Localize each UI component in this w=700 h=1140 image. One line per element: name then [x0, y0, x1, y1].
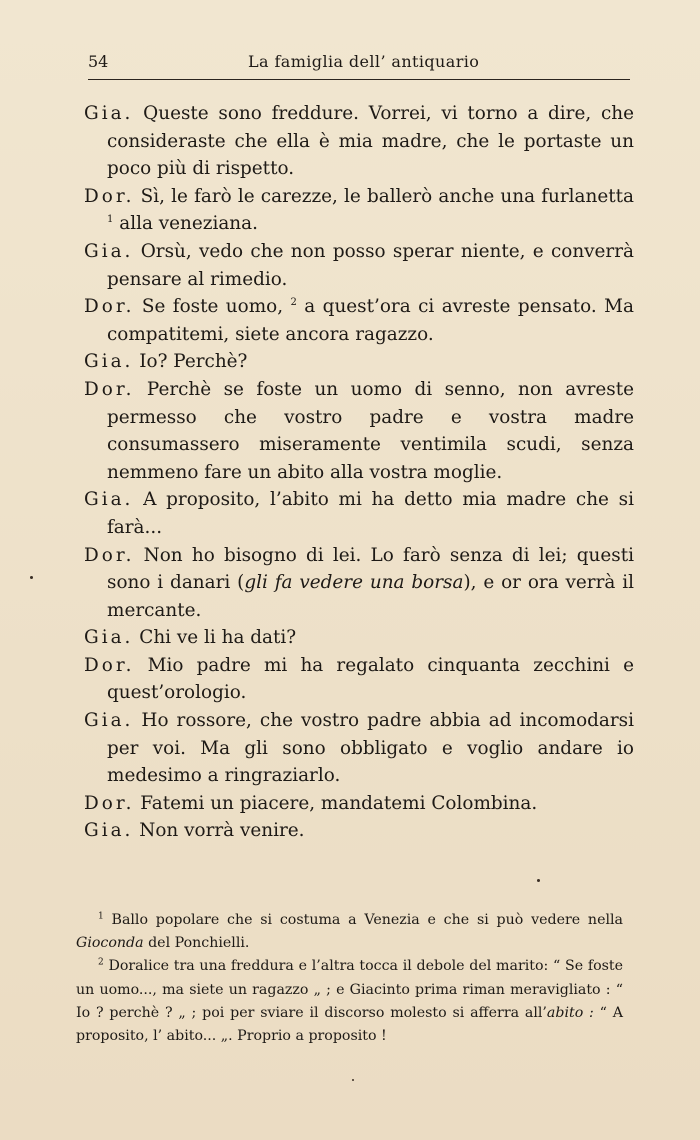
speech [84, 348, 634, 376]
speech-text: Queste sono freddure. Vorrei, vi torno a dire, che consideraste che ella è mia madre, che le portaste un poco più di rispetto. [107, 103, 634, 180]
speaker-label: Dor. [84, 185, 135, 207]
speech [84, 652, 634, 707]
footnote [76, 909, 623, 955]
footnote [76, 955, 623, 1048]
speech [84, 624, 634, 652]
speech-text: Sì, le farò le carezze, le ballerò anche una furlanetta [140, 185, 634, 207]
speech-text: Chi ve li ha dati? [139, 627, 297, 649]
speaker-label: Gia. [84, 710, 134, 732]
paper-speck [30, 576, 33, 579]
speaker-label: Dor. [84, 654, 135, 676]
speech-text: ), e or ora verrà il mercante. [107, 572, 634, 621]
speech [84, 790, 634, 818]
speaker-label: Gia. [84, 351, 134, 373]
footnote-number: 1 [98, 911, 104, 922]
speech-text: Orsù, vedo che non posso sperar niente, e converrà pensare al rimedio. [107, 240, 634, 290]
speaker-label: Dor. [84, 792, 135, 814]
speech-text: Io? Perchè? [139, 351, 248, 373]
speech [84, 100, 634, 183]
speech [84, 293, 634, 348]
speech [84, 376, 634, 486]
speech-text: Non ho bisogno di lei. Lo farò senza di lei; questi sono i danari ( [107, 544, 634, 594]
footnote-text: “ A proposito, l’ abito... „. Proprio a proposito ! [76, 1004, 623, 1045]
footnotes [76, 909, 623, 1048]
footnote-italic: abito : [546, 1004, 594, 1021]
speaker-label: Dor. [84, 544, 135, 566]
speech [84, 183, 634, 238]
speech-text: alla veneziana. [119, 213, 258, 235]
paper-speck [537, 879, 540, 882]
header-rule [88, 79, 630, 80]
footnote-text: Ballo popolare che si costuma a Venezia e che si può vedere nella [111, 912, 623, 928]
speech-text: Ho rossore, che vostro padre abbia ad incomodarsi per voi. Ma gli sono obbligato e voglio andare io medesimo a ringraziarlo. [107, 710, 634, 787]
speaker-label: Gia. [84, 240, 134, 262]
speaker-label: Dor. [84, 296, 135, 318]
speech-text: Non vorrà venire. [139, 820, 305, 842]
footnote-ref: 1 [107, 214, 114, 226]
paper-speck [352, 1079, 354, 1081]
page-header [88, 46, 630, 72]
speech-text: Se foste uomo, [141, 296, 284, 318]
speech-text: A proposito, l’abito mi ha detto mia madre che si farà... [107, 489, 634, 538]
speech-text: Fatemi un piacere, mandatemi Colombina. [140, 792, 538, 814]
speaker-label: Gia. [84, 627, 134, 649]
speech-text: a quest’ora ci avreste pensato. Ma compatitemi, siete ancora ragazzo. [107, 296, 634, 345]
footnote-number: 2 [98, 957, 104, 968]
stage-direction: gli fa vedere una borsa [244, 572, 464, 594]
speech-text: Perchè se foste un uomo di senno, non avreste permesso che vostro padre e vostra madre consumassero miseramente ventimila scudi, senza nemmeno fare un abito alla vostra moglie. [107, 378, 634, 483]
speaker-label: Gia. [84, 820, 134, 842]
footnote-italic: Gioconda [76, 935, 144, 952]
footnote-text: Doralice tra una freddura e l’altra tocca il debole del marito: “ Se foste un uomo..., ma siete un ragazzo „ ; e Giacinto prima riman meravigliato : “ Io ? perchè ? „ ; poi per sviare il discorso molesto si afferra all’ [76, 958, 623, 1021]
speaker-label: Gia. [84, 103, 134, 124]
footnote-ref: 2 [290, 297, 297, 309]
speech [84, 707, 634, 790]
speaker-label: Dor. [84, 378, 135, 400]
speech [84, 238, 634, 293]
footnote-text: del Ponchielli. [148, 935, 250, 952]
speech [84, 542, 634, 625]
speech [84, 817, 634, 845]
dialogue [84, 100, 634, 845]
speech [84, 486, 634, 541]
speech-text: Mio padre mi ha regalato cinquanta zecchini e quest’orologio. [107, 654, 634, 704]
running-title: La famiglia dell’ antiquario [248, 52, 480, 71]
page-number: 54 [88, 52, 109, 71]
speaker-label: Gia. [84, 489, 134, 511]
